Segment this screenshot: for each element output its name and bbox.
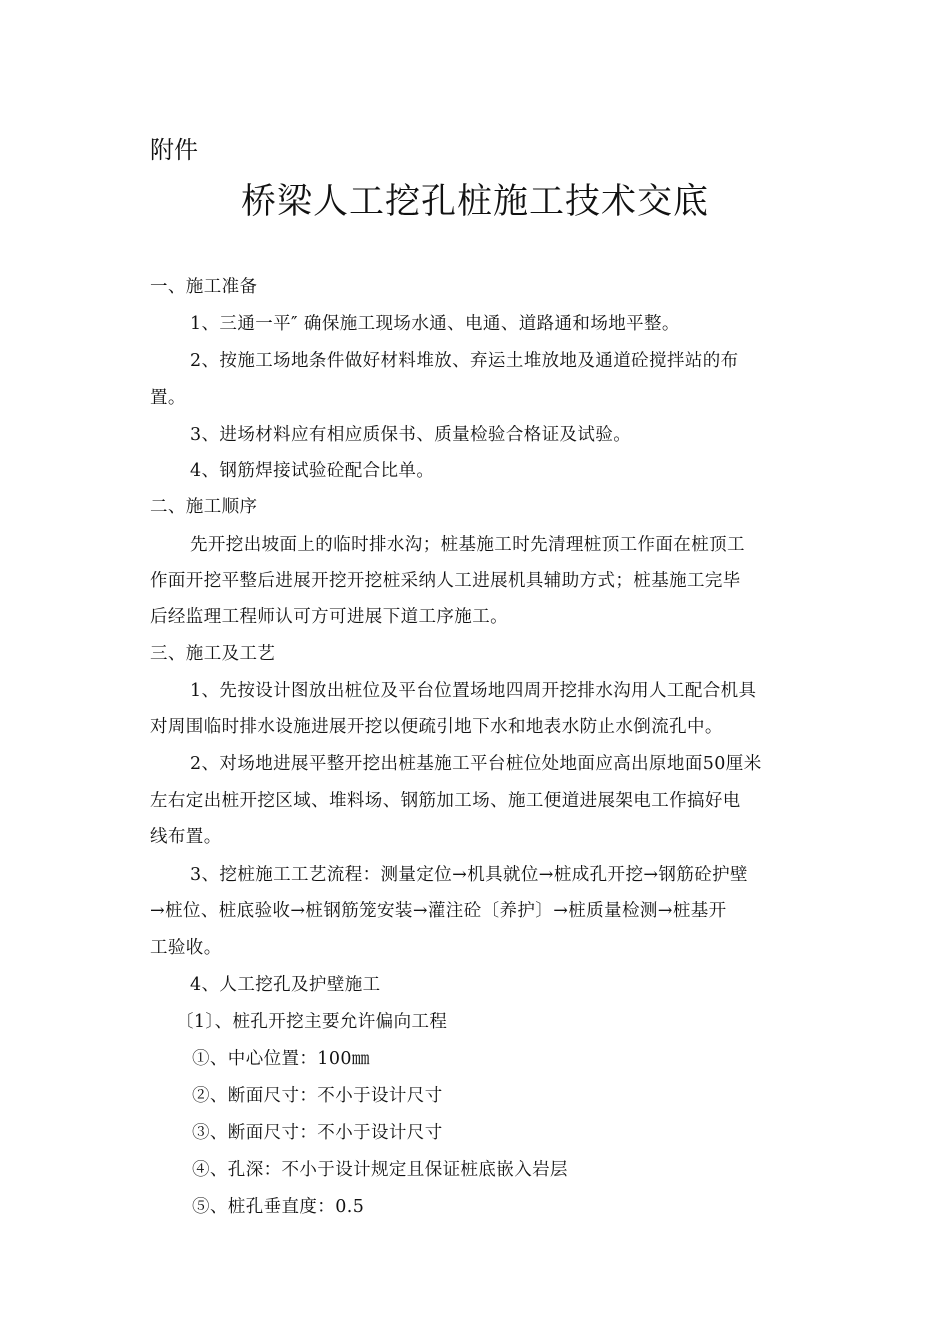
paragraph-line: 左右定出桩开挖区域、堆料场、钢筋加工场、施工便道进展架电工作搞好电 xyxy=(150,791,741,811)
paragraph-line: 后经监理工程师认可方可进展下道工序施工。 xyxy=(150,607,508,627)
paragraph-line: 先开挖出坡面上的临时排水沟；桩基施工时先清理桩顶工作面在桩顶工 xyxy=(190,535,745,555)
section-heading-preparation: 一、施工准备 xyxy=(150,277,258,297)
subsection-heading: 4、人工挖孔及护壁施工 xyxy=(190,975,381,995)
paragraph-line: 置。 xyxy=(150,388,186,408)
list-item: ③、断面尺寸：不小于设计尺寸 xyxy=(192,1123,443,1143)
paragraph-line: 工验收。 xyxy=(150,938,222,958)
paragraph-line: 对周围临时排水设施进展开挖以便疏引地下水和地表水防止水倒流孔中。 xyxy=(150,717,723,737)
paragraph-line: 2、按施工场地条件做好材料堆放、弃运土堆放地及通道砼搅拌站的布 xyxy=(190,351,739,371)
paragraph-line: 作面开挖平整后进展开挖开挖桩采纳人工进展机具辅助方式；桩基施工完毕 xyxy=(150,571,741,591)
paragraph-line: 3、挖桩施工工艺流程：测量定位→机具就位→桩成孔开挖→钢筋砼护壁 xyxy=(190,865,748,885)
list-item: ①、中心位置：100㎜ xyxy=(192,1049,370,1069)
attachment-label: 附件 xyxy=(150,136,198,164)
paragraph-line: →桩位、桩底验收→桩钢筋笼安装→灌注砼〔养护〕→桩质量检测→桩基开 xyxy=(150,901,727,921)
list-item: ②、断面尺寸：不小于设计尺寸 xyxy=(192,1086,443,1106)
paragraph-line: 2、对场地进展平整开挖出桩基施工平台桩位处地面应高出原地面50厘米 xyxy=(190,754,762,774)
paragraph-line: 线布置。 xyxy=(150,827,222,847)
paragraph-line: 4、钢筋焊接试验砼配合比单。 xyxy=(190,461,435,481)
paragraph-line: 1、三通一平″ 确保施工现场水通、电通、道路通和场地平整。 xyxy=(190,314,680,334)
list-item: ⑤、桩孔垂直度：0.5 xyxy=(192,1197,365,1217)
section-heading-sequence: 二、施工顺序 xyxy=(150,497,258,517)
sub-item-heading: 〔1〕、桩孔开挖主要允许偏向工程 xyxy=(176,1012,448,1032)
paragraph-line: 1、先按设计图放出桩位及平台位置场地四周开挖排水沟用人工配合机具 xyxy=(190,681,757,701)
section-heading-process: 三、施工及工艺 xyxy=(150,644,276,664)
paragraph-line: 3、进场材料应有相应质保书、质量检验合格证及试验。 xyxy=(190,425,632,445)
document-title: 桥梁人工挖孔桩施工技术交底 xyxy=(240,182,709,222)
list-item: ④、孔深：不小于设计规定且保证桩底嵌入岩层 xyxy=(192,1160,568,1180)
